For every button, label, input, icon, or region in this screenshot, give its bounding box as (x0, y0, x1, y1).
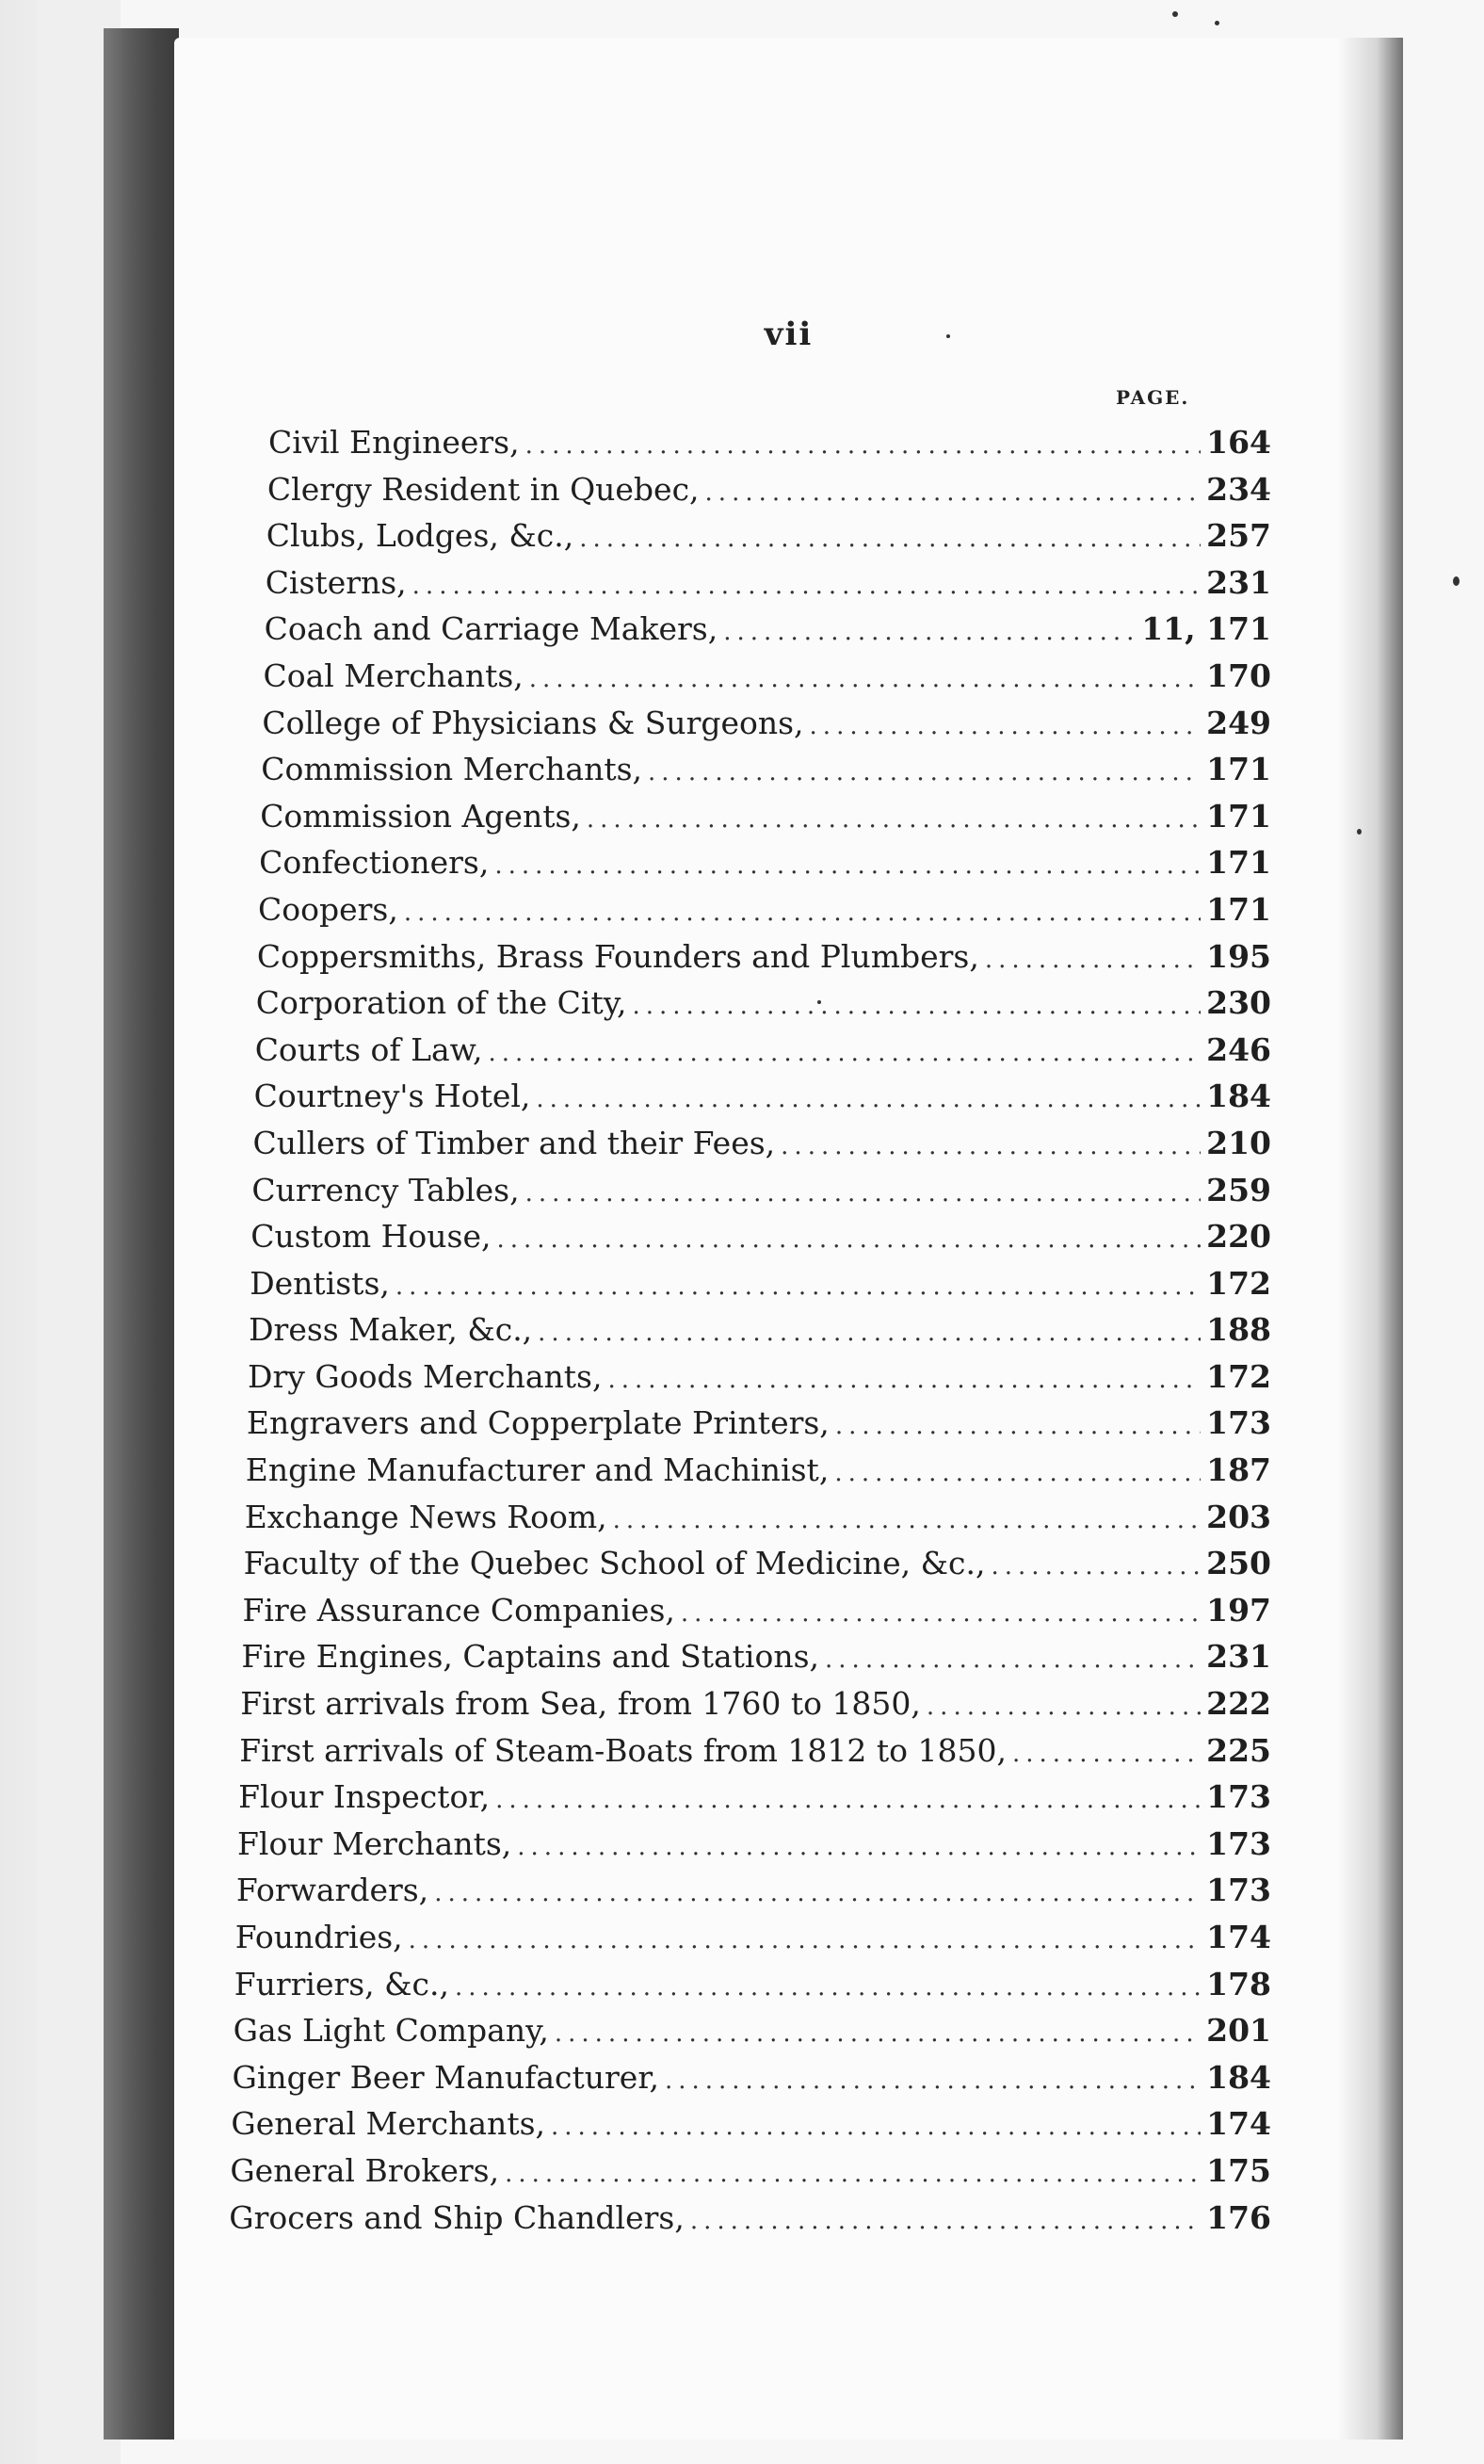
toc-entry-label: Coopers, (258, 890, 398, 928)
dot-leader (412, 563, 1201, 607)
toc-entry-page: 197 (1206, 1591, 1271, 1629)
toc-entry (243, 1587, 1272, 1634)
toc-entry-label: Corporation of the City, (255, 984, 627, 1022)
dot-leader (1012, 1731, 1201, 1775)
toc-entry (229, 2195, 1271, 2242)
toc-entry-label: Forwarders, (235, 1872, 429, 1909)
toc-entry-page: 164 (1206, 424, 1271, 461)
toc-entry-label: Currency Tables, (251, 1171, 520, 1208)
toc-entry (241, 1633, 1271, 1680)
dot-leader (835, 1403, 1201, 1447)
toc-entry-label: Commission Agents, (260, 797, 581, 835)
toc-entry (253, 1120, 1272, 1167)
toc-entry-label: Custom House, (250, 1218, 492, 1256)
toc-entry-label: Coppersmiths, Brass Founders and Plumbers, (256, 937, 979, 975)
toc-entry-label: Commission Merchants, (261, 751, 643, 788)
toc-entry-page: 175 (1206, 2151, 1271, 2189)
dot-leader (681, 1591, 1201, 1634)
toc-entry (262, 700, 1271, 747)
toc-entry-label: Dry Goods Merchants, (248, 1357, 603, 1395)
toc-entry-page: 203 (1206, 1498, 1271, 1535)
toc-entry (230, 2148, 1271, 2195)
dot-leader (434, 1871, 1201, 1914)
toc-entry-label: General Merchants, (231, 2105, 545, 2143)
dot-leader (525, 423, 1202, 466)
dot-leader (409, 1918, 1201, 1961)
toc-entry (244, 1540, 1271, 1587)
dot-leader (494, 843, 1201, 886)
toc-entry-label: Cisterns, (265, 563, 407, 601)
dust-speck (1172, 11, 1178, 17)
toc-entry-page: 234 (1206, 470, 1271, 508)
toc-entry-page: 178 (1206, 1965, 1271, 2002)
toc-entry-label: Exchange News Room, (244, 1498, 607, 1535)
toc-entry-page: 230 (1206, 984, 1271, 1022)
toc-entry (237, 1821, 1271, 1868)
dot-leader (395, 1264, 1201, 1307)
dot-leader (810, 704, 1202, 747)
toc-entry-page: 225 (1206, 1731, 1271, 1769)
toc-entry-label: Furriers, &c., (234, 1965, 449, 2002)
facing-page-edge (0, 0, 121, 2464)
dot-leader (632, 983, 1201, 1027)
toc-entry (245, 1494, 1271, 1541)
toc-entry-label: Foundries, (234, 1919, 403, 1955)
toc-entry-label: Coal Merchants, (263, 657, 524, 694)
dot-leader (497, 1217, 1202, 1260)
toc-entry-label: College of Physicians & Surgeons, (262, 704, 804, 741)
dot-leader (495, 1777, 1201, 1821)
toc-entry (250, 1213, 1271, 1260)
toc-entry (234, 1961, 1271, 2008)
toc-entry-label: Flour Inspector, (238, 1778, 491, 1816)
toc-entry-page: 173 (1206, 1872, 1271, 1909)
dot-leader (723, 609, 1136, 653)
dot-leader (517, 1824, 1201, 1868)
toc-entry (234, 2007, 1271, 2054)
dot-leader (505, 2151, 1201, 2195)
toc-entry-page: 174 (1206, 2105, 1271, 2143)
dot-leader (985, 937, 1201, 981)
dot-leader (538, 1310, 1201, 1354)
dot-leader (690, 2198, 1201, 2242)
toc-entry-page: 174 (1206, 1919, 1271, 1955)
toc-entry (254, 1073, 1271, 1120)
toc-entry-label: Grocers and Ship Chandlers, (229, 2198, 685, 2236)
toc-entry (238, 1774, 1271, 1821)
toc-entry (249, 1306, 1271, 1354)
toc-entry (248, 1354, 1271, 1401)
toc-entry (246, 1447, 1271, 1494)
dot-leader (536, 1077, 1201, 1120)
dot-leader (992, 1544, 1202, 1587)
dot-leader (607, 1357, 1201, 1401)
toc-entry-page: 246 (1206, 1030, 1271, 1068)
toc-entry (256, 980, 1271, 1027)
toc-entry (259, 839, 1271, 886)
page-edge-shadow (1337, 38, 1403, 2440)
toc-entry (239, 1727, 1271, 1775)
toc-entry (247, 1400, 1271, 1447)
table-of-contents (231, 419, 1271, 2241)
toc-entry (257, 933, 1271, 981)
toc-entry-page: 231 (1206, 563, 1271, 601)
toc-entry-page: 173 (1206, 1824, 1271, 1862)
toc-entry (266, 559, 1271, 607)
toc-entry (267, 466, 1271, 513)
toc-entry-page: 188 (1206, 1311, 1271, 1349)
toc-entry-label: Clubs, Lodges, &c., (266, 517, 574, 555)
toc-entry-label: Engravers and Copperplate Printers, (246, 1404, 830, 1442)
toc-entry-label: Civil Engineers, (268, 424, 520, 461)
dust-speck (1357, 829, 1362, 835)
toc-entry (233, 2054, 1272, 2101)
toc-entry-label: First arrivals from Sea, from 1760 to 1850, (240, 1685, 921, 1723)
toc-entry-page: 171 (1206, 844, 1271, 882)
toc-entry-label: Clergy Resident in Quebec, (266, 470, 700, 508)
toc-entry-page: 173 (1206, 1778, 1271, 1816)
toc-entry-label: Flour Merchants, (237, 1824, 512, 1862)
toc-entry-label: Fire Assurance Companies, (242, 1591, 675, 1629)
toc-entry-page: 187 (1206, 1451, 1271, 1489)
toc-entry (236, 1867, 1271, 1914)
dust-speck (1453, 576, 1460, 586)
dot-leader (927, 1684, 1201, 1727)
dot-leader (551, 2104, 1201, 2148)
book-gutter (104, 28, 179, 2440)
toc-entry-label: Engine Manufacturer and Machinist, (245, 1451, 830, 1489)
toc-entry-page: 259 (1206, 1171, 1271, 1208)
toc-entry (268, 419, 1271, 466)
dot-leader (525, 1171, 1202, 1214)
toc-entry (251, 1167, 1271, 1214)
dot-leader (579, 516, 1201, 559)
toc-entry (250, 1260, 1271, 1307)
toc-entry (235, 1914, 1271, 1961)
toc-entry (264, 653, 1272, 700)
toc-entry-page: 222 (1206, 1685, 1271, 1723)
dot-leader (705, 470, 1202, 513)
dust-speck (817, 1000, 821, 1004)
toc-entry-label: Fire Engines, Captains and Stations, (241, 1638, 820, 1676)
toc-entry-page: 257 (1206, 517, 1271, 555)
toc-entry-page: 172 (1206, 1357, 1271, 1395)
toc-entry-label: Cullers of Timber and their Fees, (252, 1124, 776, 1161)
toc-entry-page: 176 (1206, 2198, 1271, 2236)
dot-leader (529, 657, 1201, 700)
toc-entry (240, 1680, 1271, 1727)
toc-entry-page: 231 (1206, 1638, 1271, 1676)
toc-entry-page: 171 (1206, 890, 1271, 928)
dot-leader (825, 1637, 1201, 1680)
toc-entry (255, 1027, 1271, 1074)
dust-speck (1215, 21, 1219, 25)
toc-entry-label: Courts of Law, (254, 1030, 483, 1068)
toc-entry-label: Gas Light Company, (233, 2012, 549, 2050)
toc-entry-page: 170 (1206, 657, 1271, 694)
toc-entry-page: 220 (1206, 1218, 1271, 1256)
toc-entry-label: Ginger Beer Manufacturer, (232, 2058, 659, 2096)
toc-entry-label: Dentists, (250, 1264, 390, 1302)
dot-leader (404, 890, 1201, 933)
toc-entry-page: 250 (1206, 1545, 1271, 1582)
toc-entry (265, 606, 1271, 653)
toc-entry (231, 2100, 1271, 2148)
toc-entry-label: General Brokers, (230, 2151, 500, 2189)
toc-entry (261, 746, 1271, 793)
toc-entry-page: 171 (1206, 797, 1271, 835)
toc-entry-label: Coach and Carriage Makers, (264, 610, 718, 648)
toc-entry (266, 512, 1271, 559)
toc-entry-label: Faculty of the Quebec School of Medicine, &c., (243, 1545, 986, 1582)
dot-leader (555, 2011, 1201, 2054)
toc-entry-page: 171 (1206, 751, 1271, 788)
toc-entry-page: 11, 171 (1141, 610, 1271, 648)
toc-entry-page: 195 (1206, 937, 1271, 975)
toc-entry-page: 172 (1206, 1264, 1271, 1302)
dot-leader (781, 1124, 1201, 1167)
toc-entry-page: 201 (1206, 2012, 1271, 2050)
toc-entry-label: First arrivals of Steam-Boats from 1812 to 1850, (239, 1731, 1007, 1769)
dot-leader (665, 2058, 1201, 2101)
page-column-heading: PAGE. (1116, 386, 1190, 409)
dot-leader (587, 797, 1201, 840)
toc-entry-label: Courtney's Hotel, (253, 1078, 531, 1115)
dot-leader (455, 1965, 1201, 2008)
toc-entry-page: 249 (1206, 704, 1271, 741)
toc-entry (260, 793, 1271, 840)
book-page (174, 38, 1403, 2440)
toc-entry-label: Dress Maker, &c., (249, 1311, 533, 1349)
toc-entry-label: Confectioners, (259, 844, 490, 882)
dot-leader (834, 1451, 1201, 1494)
toc-entry-page: 173 (1206, 1404, 1271, 1442)
dot-leader (648, 750, 1201, 793)
toc-entry-page: 184 (1206, 2058, 1271, 2096)
page-number: vii (764, 316, 814, 353)
dust-speck (946, 334, 950, 338)
dot-leader (613, 1498, 1201, 1541)
toc-entry-page: 184 (1206, 1078, 1271, 1115)
toc-entry (258, 886, 1271, 933)
dot-leader (489, 1030, 1202, 1074)
toc-entry-page: 210 (1206, 1124, 1271, 1161)
